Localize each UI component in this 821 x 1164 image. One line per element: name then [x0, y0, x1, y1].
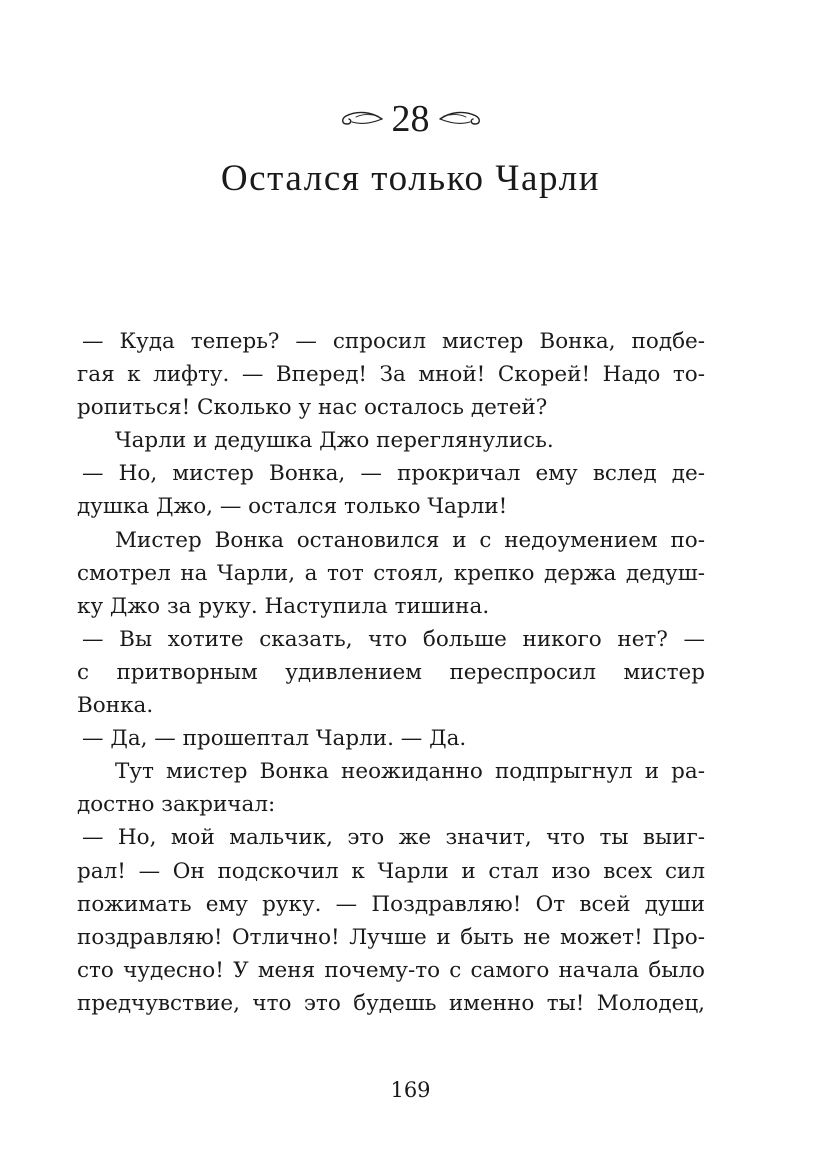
text-line: Тут мистер Вонка неожиданно подпрыгнул и ра-: [115, 759, 705, 785]
text-line: предчувствие, что это будешь именно ты! Молодец,: [77, 990, 705, 1016]
chapter-heading: [0, 96, 821, 202]
right-flourish-icon: [438, 108, 484, 130]
chapter-title: Остался только Чарли: [220, 158, 601, 199]
chapter-number: 28: [391, 98, 430, 140]
text-line: Чарли и дедушка Джо переглянулись.: [115, 428, 554, 454]
text-line: сто чудесно! У меня почему-то с самого начала было: [77, 957, 705, 983]
text-line: — Но, мой мальчик, это же значит, что ты выиг-: [82, 825, 705, 851]
text-line: с притворным удивлением переспросил мистер: [77, 659, 705, 685]
text-line: смотрел на Чарли, а тот стоял, крепко держа дедуш-: [77, 560, 705, 586]
text-line: достно закричал:: [77, 792, 276, 818]
text-line: душка Джо, — остался только Чарли!: [77, 494, 508, 520]
text-line: гая к лифту. — Вперед! За мной! Скорей! Надо то-: [77, 362, 705, 388]
text-line: Вонка.: [77, 693, 154, 719]
text-line: — Но, мистер Вонка, — прокричал ему вслед де-: [82, 461, 705, 487]
text-line: — Да, — прошептал Чарли. — Да.: [82, 726, 467, 752]
text-line: — Вы хотите сказать, что больше никого нет? —: [82, 626, 705, 652]
text-line: — Куда теперь? — спросил мистер Вонка, подбе-: [82, 329, 705, 354]
chapter-number-row: [0, 96, 821, 142]
text-line: Мистер Вонка остановился и с недоумением по-: [115, 527, 705, 553]
text-line: пожимать ему руку. — Поздравляю! От всей души: [77, 891, 705, 917]
text-line: ку Джо за руку. Наступила тишина.: [77, 593, 490, 619]
left-flourish-icon: [338, 108, 384, 130]
text-line: поздравляю! Отлично! Лучше и быть не может! Про-: [77, 924, 705, 950]
text-line: рал! — Он подскочил к Чарли и стал изо всех сил: [77, 858, 705, 884]
body-text: [77, 325, 705, 1020]
page-number: 169: [390, 1078, 431, 1102]
text-line: ропиться! Сколько у нас осталось детей?: [77, 395, 548, 421]
